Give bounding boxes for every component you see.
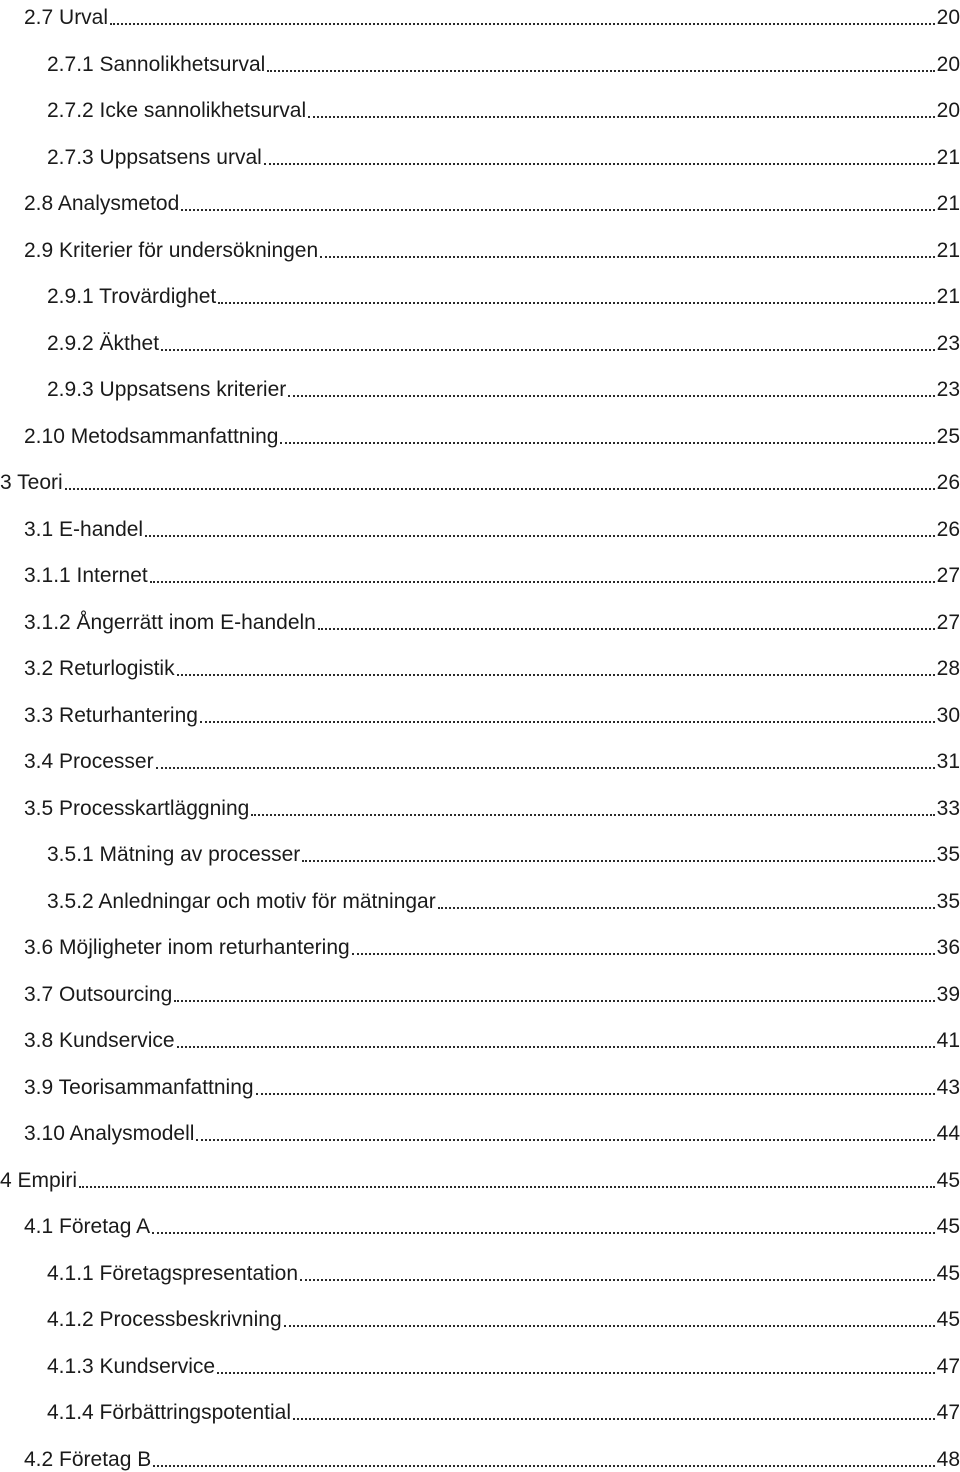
toc-entry-page-number: 39 [936,982,960,1006]
toc-entry-page-number: 45 [936,1308,960,1331]
toc-entry-title: 3.3 Returhantering [24,703,198,727]
dot-leader [302,860,934,862]
dot-leader [218,302,934,304]
toc-entry-title: 3.1.2 Ångerrätt inom E-handeln [24,610,316,634]
dot-leader [152,1232,935,1234]
toc-entry-title: 3.9 Teorisammanfattning [24,1075,254,1099]
dot-leader [177,1046,935,1048]
toc-entry-title: 2.7 Urval [24,6,109,29]
dot-leader [181,209,934,211]
toc-entry[interactable] [47,884,960,914]
toc-entry-title: 3.2 Returlogistik [24,657,175,680]
toc-entry-page-number: 35 [936,889,960,913]
dot-leader [177,674,935,676]
toc-entry-page-number: 44 [936,1122,960,1145]
dot-leader [79,1186,935,1188]
toc-entry[interactable] [24,419,960,449]
dot-leader [293,1418,935,1420]
toc-entry[interactable] [24,744,960,774]
toc-entry-title: 2.8 Analysmetod [24,192,180,215]
toc-entry-title: 4.1.4 Förbättringspotential [47,1401,291,1424]
toc-entry[interactable] [24,977,960,1007]
toc-entry-title: 4.1.2 Processbeskrivning [47,1308,282,1331]
toc-entry[interactable] [24,1116,960,1146]
toc-entry-page-number: 31 [936,750,960,773]
toc-entry-page-number: 20 [936,99,960,122]
toc-entry[interactable] [47,1302,960,1332]
dot-leader [174,1000,934,1002]
toc-entry[interactable] [24,791,960,821]
dot-leader [251,814,934,816]
toc-entry[interactable] [47,326,960,356]
toc-entry-page-number: 20 [936,6,960,29]
toc-entry[interactable] [24,1023,960,1053]
toc-entry-title: 4.2 Företag B [24,1447,152,1471]
toc-entry-title: 3.8 Kundservice [24,1029,175,1052]
dot-leader [267,70,934,72]
toc-entry-page-number: 35 [936,843,960,866]
toc-entry[interactable] [24,1442,960,1472]
dot-leader [308,116,934,118]
toc-entry[interactable] [24,698,960,728]
toc-entry[interactable] [47,372,960,402]
toc-entry-page-number: 47 [936,1354,960,1378]
toc-entry[interactable] [24,512,960,542]
toc-entry-page-number: 23 [936,331,960,355]
toc-entry-title: 2.9 Kriterier för undersökningen [24,238,319,262]
toc-entry-title: 3.7 Outsourcing [24,982,173,1006]
toc-entry[interactable] [24,605,960,635]
toc-entry-page-number: 41 [936,1029,960,1052]
toc-entry-title: 3.1.1 Internet [24,564,148,587]
dot-leader [256,1093,935,1095]
toc-entry-page-number: 27 [936,564,960,587]
dot-leader [288,395,934,397]
toc-entry-title: 2.7.1 Sannolikhetsurval [47,52,266,76]
dot-leader [217,1372,935,1374]
toc-entry-page-number: 26 [936,517,960,541]
toc-entry[interactable] [47,47,960,77]
toc-entry-title: 2.10 Metodsammanfattning [24,424,279,448]
dot-leader [438,907,935,909]
toc-entry-page-number: 47 [936,1401,960,1424]
dot-leader [264,163,935,165]
toc-entry[interactable] [47,1256,960,1286]
toc-entry-title: 2.7.3 Uppsatsens urval [47,145,262,169]
toc-entry-page-number: 28 [936,657,960,680]
toc-entry-title: 3.5.1 Mätning av processer [47,843,301,866]
toc-entry-page-number: 36 [936,936,960,959]
toc-entry[interactable] [24,558,960,588]
toc-entry-title: 2.7.2 Icke sannolikhetsurval [47,99,307,122]
toc-entry[interactable] [24,233,960,263]
dot-leader [318,628,935,630]
toc-entry-page-number: 43 [936,1075,960,1099]
toc-entry-page-number: 45 [936,1261,960,1285]
toc-entry-title: 4 Empiri [0,1168,78,1192]
dot-leader [150,581,935,583]
dot-leader [300,1279,935,1281]
toc-entry-title: 2.9.3 Uppsatsens kriterier [47,378,287,401]
toc-entry-title: 3 Teori [0,471,63,494]
dot-leader [161,349,935,351]
dot-leader [200,721,935,723]
toc-entry-page-number: 21 [936,285,960,308]
toc-entry-title: 4.1.1 Företagspresentation [47,1261,298,1285]
toc-entry[interactable] [47,1395,960,1425]
dot-leader [145,535,935,537]
toc-entry-title: 3.1 E-handel [24,517,144,541]
toc-entry-title: 3.5 Processkartläggning [24,796,250,820]
toc-entry[interactable] [24,651,960,681]
dot-leader [352,953,935,955]
toc-entry-page-number: 21 [936,238,960,262]
toc-entry-page-number: 45 [936,1168,960,1192]
toc-entry-page-number: 45 [936,1215,960,1238]
toc-entry[interactable] [24,1070,960,1100]
toc-entry-title: 2.9.2 Äkthet [47,331,160,355]
toc-entry-title: 4.1 Företag A [24,1215,151,1238]
toc-entry[interactable] [0,465,960,495]
dot-leader [156,767,935,769]
toc-entry-page-number: 30 [936,703,960,727]
toc-entry-page-number: 23 [936,378,960,401]
toc-entry-title: 3.10 Analysmodell [24,1122,195,1145]
toc-entry[interactable] [24,0,960,30]
dot-leader [284,1325,935,1327]
toc-entry[interactable] [47,279,960,309]
toc-entry-page-number: 33 [936,796,960,820]
dot-leader [153,1465,934,1467]
toc-entry-page-number: 21 [936,145,960,169]
dot-leader [196,1139,934,1141]
toc-entry-title: 2.9.1 Trovärdighet [47,285,217,308]
toc-entry-page-number: 20 [936,52,960,76]
toc-entry-title: 4.1.3 Kundservice [47,1354,216,1378]
toc-entry-page-number: 26 [936,471,960,494]
toc-entry-page-number: 27 [936,610,960,634]
toc-entry[interactable] [47,1349,960,1379]
toc-entry-page-number: 21 [936,192,960,215]
toc-entry-title: 3.5.2 Anledningar och motiv för mätningar [47,889,436,913]
toc-entry[interactable] [24,1209,960,1239]
dot-leader [110,23,935,25]
toc-entry-title: 3.4 Processer [24,750,154,773]
toc-entry-page-number: 25 [936,424,960,448]
toc-entry[interactable] [47,837,960,867]
toc-entry[interactable] [24,186,960,216]
toc-entry[interactable] [24,930,960,960]
dot-leader [65,488,935,490]
toc-entry[interactable] [47,140,960,170]
toc-entry-page-number: 48 [936,1447,960,1471]
toc-entry[interactable] [47,93,960,123]
dot-leader [280,442,934,444]
toc-entry-title: 3.6 Möjligheter inom returhantering [24,936,350,959]
toc-entry[interactable] [0,1163,960,1193]
dot-leader [320,256,934,258]
